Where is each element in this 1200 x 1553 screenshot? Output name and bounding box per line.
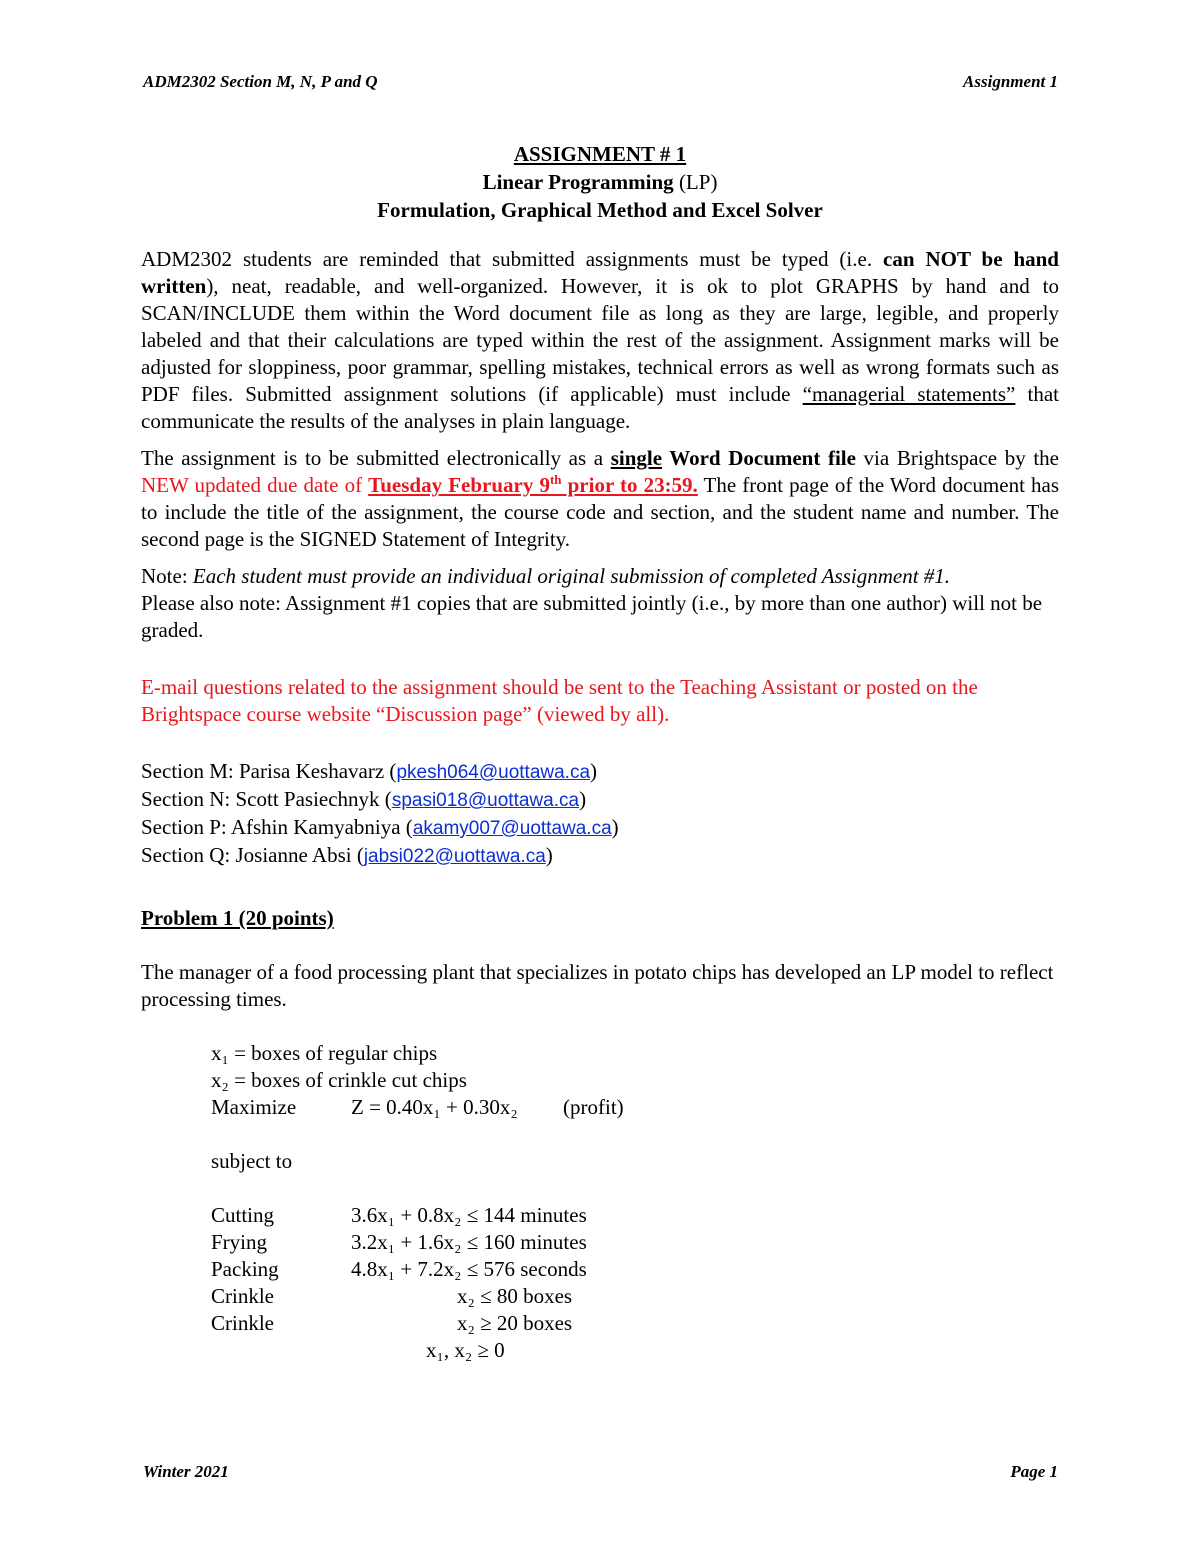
- constraint-row: [211, 1202, 1059, 1229]
- contact-label: Section P: Afshin Kamyabniya (: [141, 815, 413, 839]
- submission-single: single: [610, 446, 663, 470]
- note-label: Note:: [141, 564, 193, 588]
- assignment-topics: Formulation, Graphical Method and Excel Solver: [377, 198, 823, 222]
- constraint-row: [211, 1256, 1059, 1283]
- constraint-name: Crinkle: [211, 1284, 274, 1308]
- variable-x2: [211, 1067, 1059, 1094]
- subtitle-main: Linear Programming: [482, 170, 679, 194]
- intro-paragraph: [141, 246, 1059, 435]
- footer-page-number: Page 1: [1010, 1462, 1058, 1481]
- due-date-time: prior to 23:59.: [561, 473, 698, 497]
- assignment-subtitle: [141, 168, 1059, 196]
- constraint-name: Frying: [211, 1230, 268, 1254]
- note-joint: Please also note: Assignment #1 copies that are submitted jointly (i.e., by more than one author) will not be graded.: [141, 591, 1043, 642]
- contact-close: ): [590, 759, 598, 783]
- email-link[interactable]: pkesh064@uottawa.ca: [396, 762, 591, 783]
- intro-text-a: ADM2302 students are reminded that submitted assignments must be typed (i.e.: [141, 247, 884, 271]
- constraint-expr: 4.8x₁ + 7.2x₂ ≤ 576 seconds: [351, 1257, 587, 1281]
- note-individual: Each student must provide an individual original submission of completed Assignment #1.: [192, 564, 951, 588]
- nonnegativity: x₁, x₂ ≥ 0: [426, 1338, 505, 1362]
- note-paragraph: [141, 563, 1059, 644]
- due-date-suffix: th: [549, 472, 562, 487]
- objective-label: Maximize: [211, 1095, 297, 1119]
- submission-text-h: The front page of the Word document has to include the title of the assignment, the course code and section, and the student name and number. The second page is the SIGNED Statement of Integrity.: [141, 473, 1059, 551]
- variable-x1-text: x₁ = boxes of regular chips: [211, 1041, 438, 1065]
- assignment-title: ASSIGNMENT # 1: [513, 142, 687, 166]
- submission-new-date-label: NEW updated due date of: [141, 473, 369, 497]
- submission-due-date: [368, 473, 698, 497]
- contact-close: ): [545, 843, 553, 867]
- header-course: ADM2302 Section M, N, P and Q: [143, 72, 378, 91]
- due-date-text: Tuesday February 9: [368, 473, 550, 497]
- contact-label: Section N: Scott Pasiechnyk (: [141, 787, 392, 811]
- constraint-row: [211, 1310, 1059, 1337]
- contact-section-n: [141, 786, 1059, 814]
- subject-to: [211, 1148, 1059, 1175]
- objective-note: (profit): [563, 1095, 624, 1119]
- objective-function: Z = 0.40x₁ + 0.30x₂: [351, 1095, 518, 1119]
- ta-contacts: [141, 758, 1059, 870]
- submission-paragraph: [141, 445, 1059, 553]
- subject-to-text: subject to: [211, 1149, 293, 1173]
- email-link[interactable]: jabsi022@uottawa.ca: [363, 846, 546, 867]
- contact-section-q: [141, 842, 1059, 870]
- intro-emphasis: can NOT be hand written: [141, 247, 1059, 298]
- submission-word-file: Word Document file: [662, 446, 856, 470]
- problem-title: Problem 1 (20 points): [141, 906, 334, 930]
- subtitle-abbrev: (LP): [678, 170, 718, 194]
- footer-term: Winter 2021: [143, 1462, 229, 1481]
- email-link[interactable]: spasi018@uottawa.ca: [391, 790, 580, 811]
- nonnegativity-row: [211, 1337, 1059, 1364]
- title-block: [141, 140, 1059, 224]
- constraint-expr: x₂ ≤ 80 boxes: [457, 1284, 573, 1308]
- constraint-expr: 3.2x₁ + 1.6x₂ ≤ 160 minutes: [351, 1230, 587, 1254]
- intro-text-e: that communicate the results of the analyses in plain language.: [141, 382, 1059, 433]
- page-content: [141, 140, 1059, 1364]
- constraint-expr: x₂ ≥ 20 boxes: [457, 1311, 573, 1335]
- contact-label: Section M: Parisa Keshavarz (: [141, 759, 397, 783]
- variable-x1: [211, 1040, 1059, 1067]
- constraint-row: [211, 1229, 1059, 1256]
- contact-close: ): [579, 787, 587, 811]
- contact-section-p: [141, 814, 1059, 842]
- email-link[interactable]: akamy007@uottawa.ca: [412, 818, 612, 839]
- variable-x2-text: x₂ = boxes of crinkle cut chips: [211, 1068, 467, 1092]
- constraint-expr: 3.6x₁ + 0.8x₂ ≤ 144 minutes: [351, 1203, 587, 1227]
- objective-row: [211, 1094, 1059, 1121]
- email-notice: E-mail questions related to the assignment should be sent to the Teaching Assistant or posted on the Brightspace course website “Discussion page” (viewed by all).: [141, 675, 978, 726]
- constraint-name: Packing: [211, 1257, 279, 1281]
- header-assignment: Assignment 1: [963, 72, 1058, 91]
- constraint-name: Cutting: [211, 1203, 275, 1227]
- constraint-row: [211, 1283, 1059, 1310]
- contact-close: ): [611, 815, 619, 839]
- intro-managerial-statements: “managerial statements”: [802, 382, 1016, 406]
- submission-text-a: The assignment is to be submitted electronically as a: [141, 446, 611, 470]
- intro-text-c: ), neat, readable, and well-organized. However, it is ok to plot GRAPHS by hand and to SCAN/INCLUDE them within the Word document file as long as they are large, legible, and properly labeled and that their calculations are typed within the rest of the assignment. Assignment marks will be adjusted for sloppiness, poor grammar, spelling mistakes, technical errors as well as wrong formats such as PDF files. Submitted assignment solutions (if applicable) must include: [141, 274, 1059, 406]
- constraint-name: Crinkle: [211, 1311, 274, 1335]
- contact-label: Section Q: Josianne Absi (: [141, 843, 364, 867]
- lp-model: [211, 1040, 1059, 1364]
- contact-section-m: [141, 758, 1059, 786]
- submission-text-d: via Brightspace by the: [855, 446, 1059, 470]
- problem-description: The manager of a food processing plant that specializes in potato chips has developed an LP model to reflect processing times.: [141, 960, 1054, 1011]
